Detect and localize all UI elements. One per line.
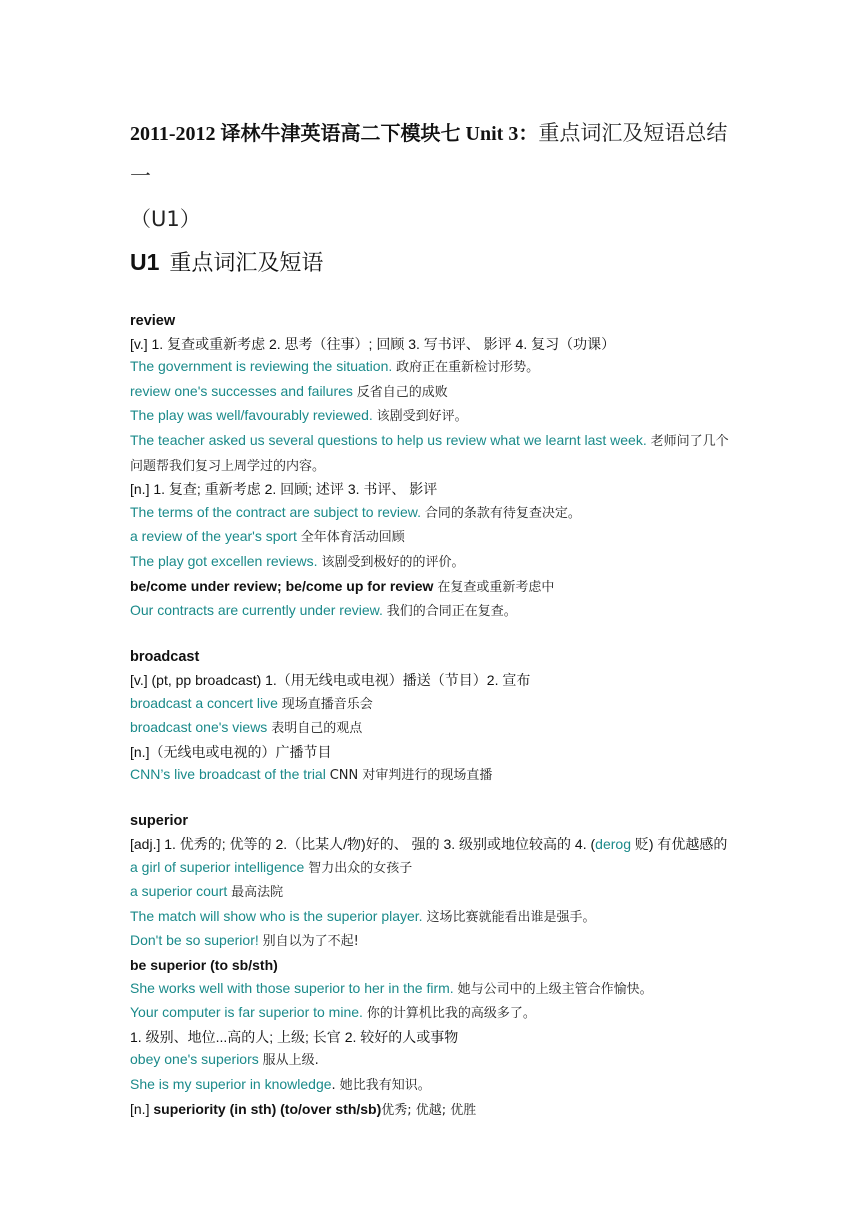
example-chinese: 我们的合同正在复查。 bbox=[386, 604, 517, 620]
phrase-chinese: 在复查或重新考虑中 bbox=[437, 579, 555, 595]
noun-form-chinese: 优秀; 优越; 优胜 bbox=[381, 1102, 477, 1118]
headword-review: review bbox=[130, 313, 176, 329]
review-noun-definition: [n.] 1. 复查; 重新考虑 2. 回顾; 述评 3. 书评、 影评 bbox=[130, 481, 438, 498]
superior-example-5 bbox=[130, 977, 735, 1002]
example-english: The terms of the contract are subject to review. bbox=[130, 503, 422, 520]
example-chinese: 这场比赛就能看出谁是强手。 bbox=[426, 909, 596, 925]
broadcast-example-3 bbox=[130, 763, 735, 788]
superior-phrase: be superior (to sb/sth) bbox=[130, 957, 278, 974]
example-chinese: 服从上级. bbox=[262, 1053, 319, 1069]
example-english: broadcast a concert live bbox=[130, 694, 278, 711]
example-english: CNN’s live broadcast of the trial bbox=[130, 766, 326, 783]
superior-noun-sense bbox=[130, 1026, 735, 1049]
title-line-1 bbox=[130, 112, 735, 198]
example-chinese: 最高法院 bbox=[231, 885, 284, 901]
example-chinese: . 她比我有知识。 bbox=[331, 1078, 431, 1093]
broadcast-verb-definition: [v.] (pt, pp broadcast) 1.（用无线电或电视）播送（节目）2. 宣布 bbox=[130, 671, 531, 688]
headword-superior: superior bbox=[130, 813, 189, 830]
example-english: a review of the year's sport bbox=[130, 528, 297, 545]
entry-spacer bbox=[130, 624, 735, 647]
example-english: The match will show who is the superior player. bbox=[130, 907, 423, 924]
example-english: broadcast one's views bbox=[130, 719, 268, 736]
example-english: obey one's superiors bbox=[130, 1051, 259, 1068]
review-example-3 bbox=[130, 404, 735, 429]
definition-text: [adj.] 1. 优秀的; 优等的 2.（比某人/物)好的、 强的 3. 级别或地位较高的 4. ( bbox=[130, 836, 596, 853]
section-heading bbox=[130, 247, 323, 279]
superior-example-7 bbox=[130, 1048, 735, 1073]
example-english: The government is reviewing the situation. bbox=[130, 358, 393, 375]
review-example-1 bbox=[130, 355, 735, 380]
example-english: The teacher asked us several questions to help us review what we learnt last week. bbox=[130, 431, 647, 448]
review-verb-definition: [v.] 1. 复查或重新考虑 2. 思考（往事）; 回顾 3. 写书评、 影评 4. 复习（功课） bbox=[130, 335, 616, 352]
example-english: She is my superior in knowledge bbox=[130, 1076, 332, 1092]
example-chinese: 现场直播音乐会 bbox=[281, 696, 373, 712]
example-english: a girl of superior intelligence bbox=[130, 858, 305, 875]
pos-label: [n.] bbox=[130, 1100, 150, 1117]
example-chinese: 该剧受到好评。 bbox=[376, 409, 468, 425]
review-example-8 bbox=[130, 599, 735, 624]
title-line-2: （U1） bbox=[130, 207, 201, 231]
example-chinese: 老师问了几个问题帮我们复习上周学过的内容。 bbox=[130, 433, 729, 474]
review-example-7 bbox=[130, 550, 735, 575]
definition-text: 贬) 有优越感的 bbox=[630, 836, 728, 853]
example-chinese: 你的计算机比我的高级多了。 bbox=[366, 1006, 536, 1022]
review-example-5 bbox=[130, 501, 735, 526]
section-name: 重点词汇及短语 bbox=[169, 251, 324, 276]
broadcast-noun-definition: [n.]（无线电或电视的）广播节目 bbox=[130, 743, 332, 760]
review-example-4 bbox=[130, 429, 735, 478]
noun-form-text: superiority (in sth) (to/over sth/sb) bbox=[153, 1100, 382, 1117]
example-chinese: 政府正在重新检讨形势。 bbox=[396, 360, 540, 376]
broadcast-example-1 bbox=[130, 692, 735, 717]
superior-example-1 bbox=[130, 856, 735, 881]
example-chinese: 合同的条款有待复查决定。 bbox=[424, 505, 581, 521]
example-english: She works well with those superior to her in the firm. bbox=[130, 979, 454, 996]
example-english: Our contracts are currently under review. bbox=[130, 602, 383, 619]
superior-example-3 bbox=[130, 905, 735, 930]
superior-example-6 bbox=[130, 1001, 735, 1026]
review-example-6 bbox=[130, 525, 735, 550]
example-chinese: 智力出众的女孩子 bbox=[308, 860, 413, 876]
section-code: U1 bbox=[130, 249, 160, 275]
example-english: The play got excellen reviews. bbox=[130, 552, 318, 569]
superior-adjective-definition bbox=[130, 833, 735, 856]
derog-label: derog bbox=[595, 836, 631, 853]
example-chinese: 她与公司中的上级主管合作愉快。 bbox=[457, 981, 653, 997]
superior-example-4 bbox=[130, 929, 735, 954]
example-chinese: CNN 对审判进行的现场直播 bbox=[329, 768, 493, 784]
superior-example-8 bbox=[130, 1073, 735, 1098]
entry-spacer bbox=[130, 788, 735, 811]
example-english: a superior court bbox=[130, 883, 228, 900]
title-chinese-part: 重点词汇及短语总结一 bbox=[130, 121, 728, 188]
definition-text: 2. 较好的人或事物 bbox=[344, 1028, 459, 1045]
example-english: Don't be so superior! bbox=[130, 932, 259, 949]
title-english-part: 2011-2012 译林牛津英语高二下模块七 Unit 3： bbox=[130, 123, 539, 145]
example-chinese: 反省自己的成败 bbox=[356, 384, 448, 400]
review-example-2 bbox=[130, 380, 735, 405]
example-chinese: 该剧受到极好的的评价。 bbox=[321, 554, 465, 570]
document-title bbox=[130, 112, 735, 240]
headword-broadcast: broadcast bbox=[130, 649, 200, 666]
example-chinese: 别自以为了不起! bbox=[262, 934, 359, 950]
broadcast-example-2 bbox=[130, 716, 735, 741]
review-phrase bbox=[130, 575, 735, 600]
example-english: review one's successes and failures bbox=[130, 382, 353, 399]
definition-text: 1. 级别、地位...高的人; 上级; 长官 bbox=[130, 1028, 341, 1045]
example-chinese: 表明自己的观点 bbox=[271, 721, 363, 737]
example-english: Your computer is far superior to mine. bbox=[130, 1004, 363, 1021]
example-english: The play was well/favourably reviewed. bbox=[130, 407, 373, 424]
phrase-text: be/come under review; be/come up for review bbox=[130, 577, 434, 594]
example-chinese: 全年体育活动回顾 bbox=[300, 530, 405, 546]
superior-example-2 bbox=[130, 880, 735, 905]
vocabulary-entries bbox=[130, 310, 735, 1122]
superior-noun-form bbox=[130, 1098, 735, 1123]
